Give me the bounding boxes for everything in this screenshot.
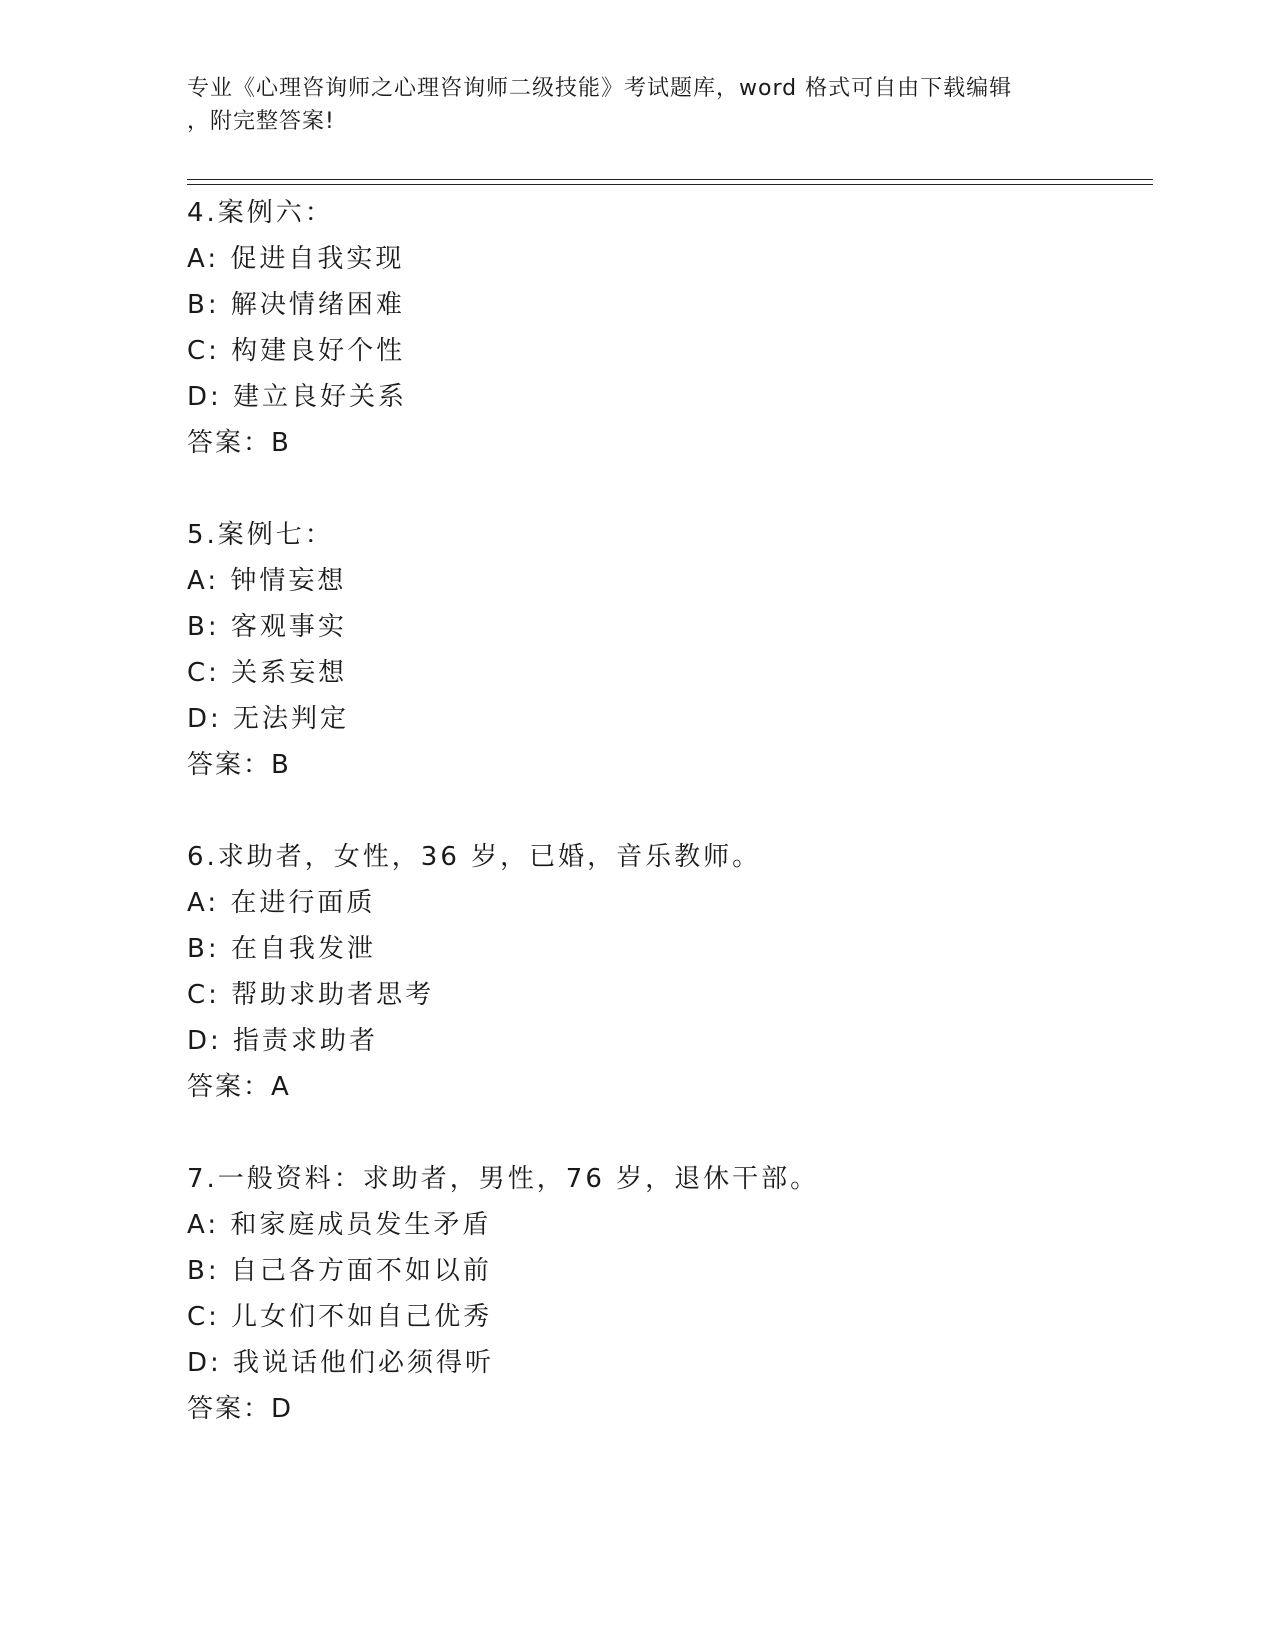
header-divider-top [187, 179, 1153, 180]
question-6 [187, 834, 1147, 1110]
answer-line: 答案：B [187, 750, 291, 780]
question-7 [187, 1156, 1147, 1432]
answer-line: 答案：A [187, 1072, 291, 1102]
option-b: B: 在自我发泄 [187, 934, 376, 964]
question-list [187, 190, 1147, 1478]
option-d: D: 建立良好关系 [187, 382, 408, 412]
option-c: C: 儿女们不如自己优秀 [187, 1302, 493, 1332]
question-stem: 5.案例七： [187, 520, 334, 550]
option-b: B: 客观事实 [187, 612, 347, 642]
option-d: D: 我说话他们必须得听 [187, 1348, 495, 1378]
answer-line: 答案：D [187, 1394, 294, 1424]
question-4 [187, 190, 1147, 466]
option-c: C: 构建良好个性 [187, 336, 406, 366]
option-c: C: 帮助求助者思考 [187, 980, 435, 1010]
option-a: A: 钟情妄想 [187, 566, 347, 596]
option-c: C: 关系妄想 [187, 658, 348, 688]
header-line-2: ，附完整答案! [187, 109, 335, 134]
option-b: B: 自己各方面不如以前 [187, 1256, 492, 1286]
answer-line: 答案：B [187, 428, 291, 458]
question-5 [187, 512, 1147, 788]
header-divider-bottom [187, 184, 1153, 185]
option-d: D: 无法判定 [187, 704, 350, 734]
document-header [187, 72, 1087, 138]
option-d: D: 指责求助者 [187, 1026, 379, 1056]
question-stem: 6.求助者，女性，36 岁，已婚，音乐教师。 [187, 842, 762, 872]
question-stem: 4.案例六： [187, 198, 334, 228]
option-b: B: 解决情绪困难 [187, 290, 405, 320]
option-a: A: 和家庭成员发生矛盾 [187, 1210, 492, 1240]
header-line-1: 专业《心理咨询师之心理咨询师二级技能》考试题库，word 格式可自由下载编辑 [187, 76, 1013, 101]
question-stem: 7.一般资料：求助者，男性，76 岁，退休干部。 [187, 1164, 820, 1194]
option-a: A: 在进行面质 [187, 888, 376, 918]
option-a: A: 促进自我实现 [187, 244, 405, 274]
